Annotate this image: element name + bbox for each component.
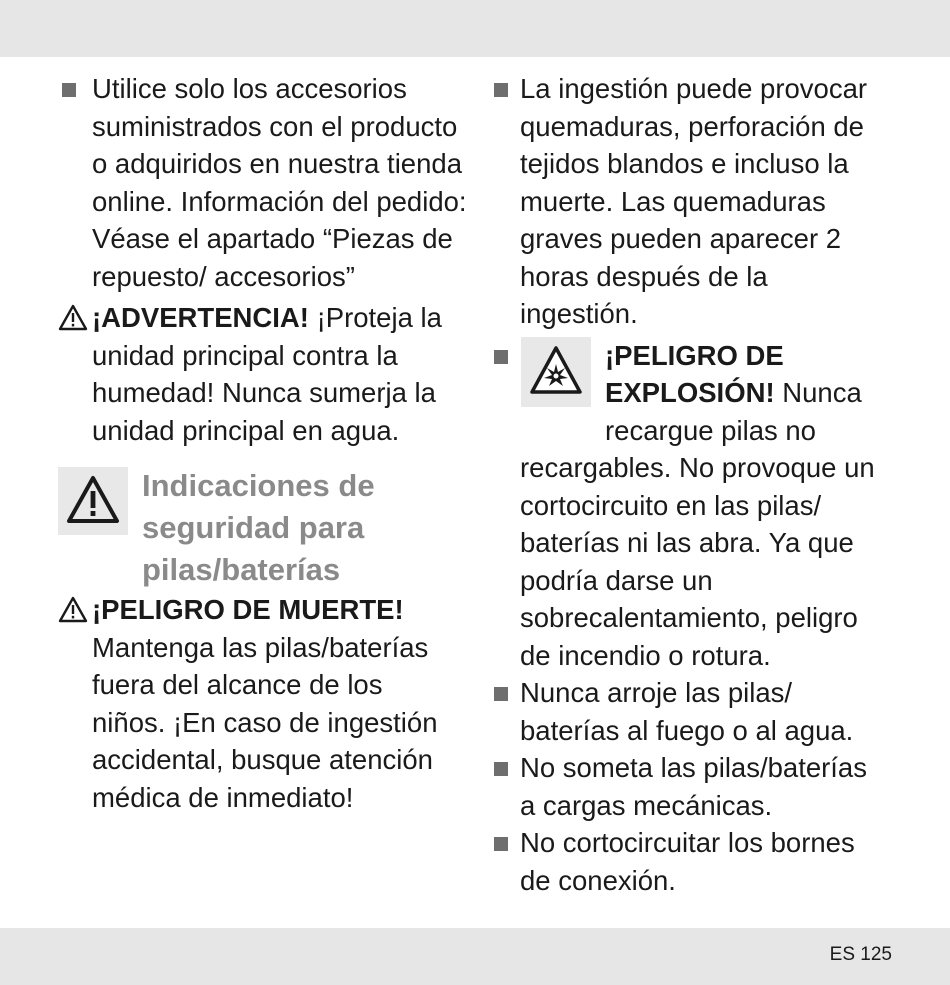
square-bullet-icon <box>494 83 508 97</box>
explosion-label-line1: ¡PELIGRO DE <box>605 339 784 371</box>
list-item-terminals <box>490 824 880 899</box>
list-item-ingestion <box>490 70 880 333</box>
warning-triangle-icon <box>58 304 88 331</box>
right-column <box>490 70 910 899</box>
danger-label: ¡PELIGRO DE MUERTE! <box>92 594 404 625</box>
fire-text: Nunca arroje las pilas/ baterías al fuego o al agua. <box>520 677 854 746</box>
square-bullet-icon <box>494 687 508 701</box>
warning-text: ¡Proteja la unidad principal contra la humedad! Nunca sumerja la unidad principal en agua. <box>92 302 442 446</box>
explosion-hazard-icon <box>529 344 583 398</box>
section-heading: Indicaciones de seguridad para pilas/baterías <box>142 468 375 587</box>
explosion-text-line2: recargue pilas no <box>605 414 816 446</box>
list-item-fire <box>490 674 880 749</box>
danger-text: Mantenga las pilas/baterías fuera del alcance de los niños. ¡En caso de ingestión accidental, busque atención médica de inmediato! <box>92 631 438 813</box>
left-column <box>58 70 468 816</box>
battery-safety-heading <box>58 465 468 591</box>
bottom-band <box>0 928 950 985</box>
explosion-icon-box <box>521 337 591 407</box>
warning-notice <box>58 299 448 449</box>
explosion-text-line1: Nunca <box>782 377 862 408</box>
square-bullet-icon <box>494 762 508 776</box>
mechanical-text: No someta las pilas/baterías a cargas mecánicas. <box>520 752 867 821</box>
terminals-text: No cortocircuitar los bornes de conexión. <box>520 827 855 896</box>
top-band <box>0 0 950 57</box>
list-item-explosion <box>490 337 910 675</box>
warning-triangle-icon <box>58 596 88 623</box>
list-item-accessories <box>58 70 468 295</box>
square-bullet-icon <box>494 837 508 851</box>
heading-icon-box <box>58 467 128 535</box>
square-bullet-icon <box>494 350 508 364</box>
list-item-mechanical <box>490 749 880 824</box>
danger-notice <box>58 591 456 816</box>
square-bullet-icon <box>62 83 76 97</box>
explosion-text-rest: recargables. No provoque un cortocircuito en las pilas/ baterías ni las abra. Ya que podría darse un sobrecalentamiento, peligro de incendio o rotura. <box>520 452 875 671</box>
warning-triangle-icon <box>65 473 121 527</box>
explosion-label-line2: EXPLOSIÓN! <box>605 377 775 408</box>
warning-label: ¡ADVERTENCIA! <box>92 302 309 333</box>
page-number: ES 125 <box>829 944 892 965</box>
ingestion-text: La ingestión puede provocar quemaduras, perforación de tejidos blandos e incluso la muerte. Las quemaduras graves pueden aparecer 2 horas después de la ingestión. <box>520 73 868 329</box>
accessories-text: Utilice solo los accesorios suministrados con el producto o adquiridos en nuestra tienda online. Información del pedido: Véase el apartado “Piezas de repuesto/ accesorios” <box>92 73 467 292</box>
